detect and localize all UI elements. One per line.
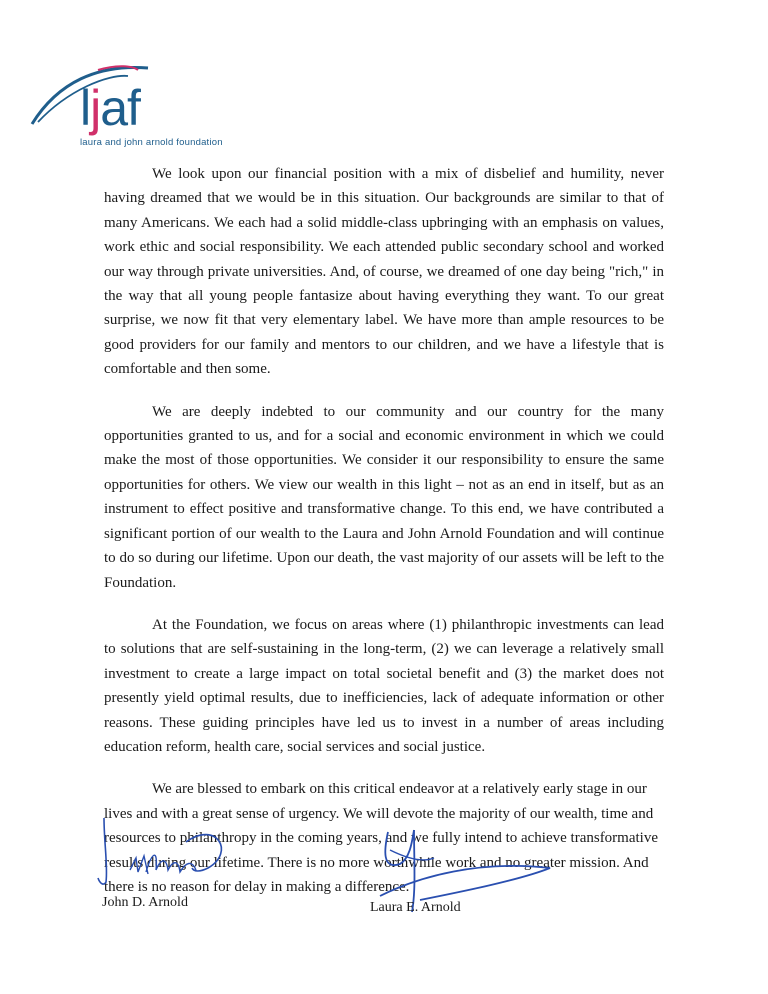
foundation-logo — [28, 62, 268, 152]
paragraph-4: We are blessed to embark on this critical endeavor at a relatively early stage in our lives and with a great sense of urgency. We will devote the majority of our wealth, time and resources to philanthropy in the coming years, and we fully intend to achieve transformative results during our lifetime. There is no more worthwhile work and no greater mission. And there is no reason for delay in making a difference. — [104, 781, 658, 895]
john-name: John D. Arnold — [102, 895, 188, 910]
paragraph-2: We are deeply indebted to our community and our country for the many opportunities granted to us, and for a social and economic environment in which we could make the most of those opportunities. We consider it our responsibility to ensure the same opportunities for others. We view our wealth in this light – not as an end in itself, but as an instrument to effect positive and transformative change. To this end, we have contributed a significant portion of our wealth to the Laura and John Arnold Foundation and will continue to do so during our lifetime. Upon our death, the vast majority of our assets will be left to the Foundation. — [104, 403, 664, 591]
logo-tagline: laura and john arnold foundation — [80, 137, 223, 148]
logo-letter-f: f — [127, 80, 140, 136]
logo-letter-a: a — [100, 80, 128, 136]
paragraph-1: We look upon our financial position with a mix of disbelief and humility, never having dreamed that we would be in this situation. Our backgrounds are similar to that of many Americans. We each had a solid middle-class upbringing with an emphasis on values, work ethic and social responsibility. We each attended public secondary school and worked our way through private universities. And, of course, we dreamed of one day being "rich," in the way that all young people fantasize about having everything they want. To our great surprise, we now fit that very elementary label. We have more than ample resources to be good providers for our family and mentors to our children, and we have a lifestyle that is comfortable and then some. — [104, 166, 664, 378]
letter-body — [104, 162, 664, 917]
logo-letter-l: l — [80, 80, 91, 136]
logo-wordmark — [80, 80, 140, 136]
logo-letter-j: j — [90, 80, 101, 136]
paragraph-3: At the Foundation, we focus on areas where (1) philanthropic investments can lead to solutions that are self-sustaining in the long-term, (2) we can leverage a relatively small investment to create a large impact on total societal benefit and (3) the market does not presently yield optimal results, due to inefficiencies, lack of adequate information or other reasons. These guiding principles have led us to invest in a number of areas including education reform, health care, social services and social justice. — [104, 616, 664, 755]
john-signature-icon — [96, 812, 236, 892]
laura-name: Laura E. Arnold — [370, 900, 461, 915]
